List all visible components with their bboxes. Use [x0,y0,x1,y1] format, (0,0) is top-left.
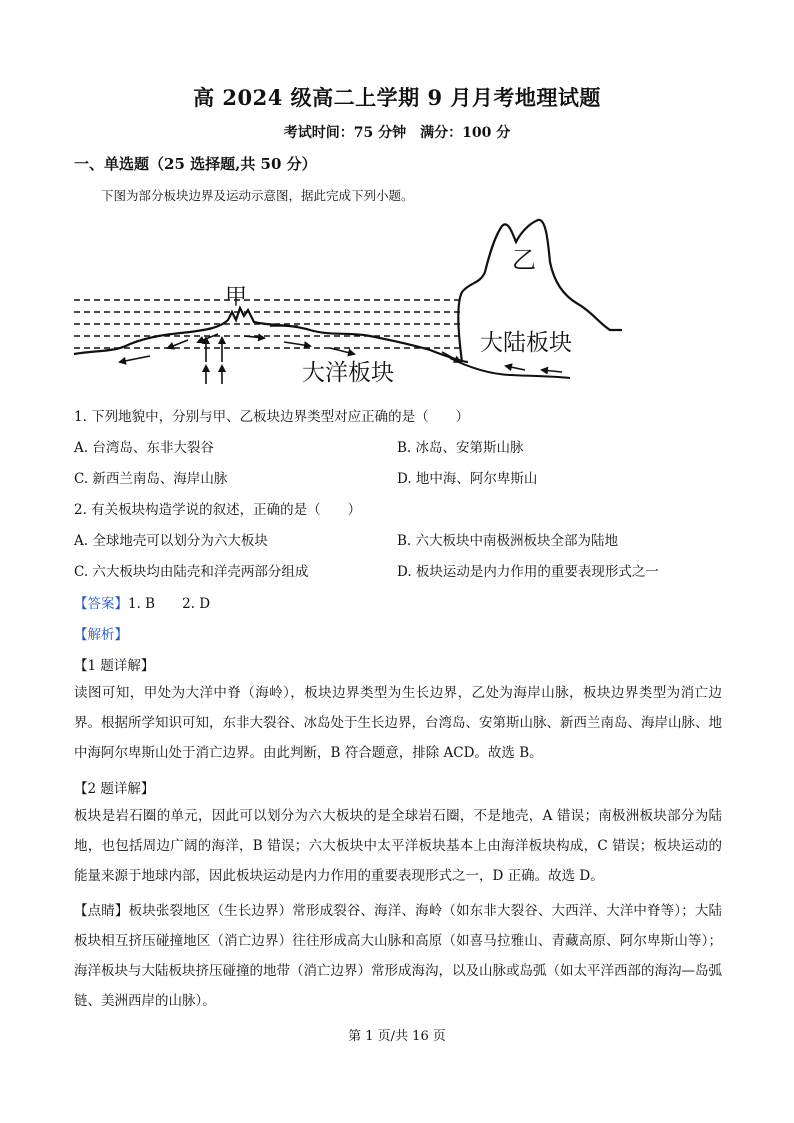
q2-option-d: D. 板块运动是内力作用的重要表现形式之一 [397,564,659,580]
question-1-stem: 1. 下列地貌中，分别与甲、乙板块边界类型对应正确的是（ ） [74,409,470,425]
detail-2-heading: 【2 题详解】 [74,781,155,797]
answer-line [74,592,210,612]
page-title: 高 2024 级高二上学期 9 月月考地理试题 [193,85,601,110]
tip-text: 板块张裂地区（生长边界）常形成裂谷、海洋、海岭（如东非大裂谷、大西洋、大洋中脊等）；大陆板块相互挤压碰撞地区（消亡边界）往往形成高大山脉和高原（如喜马拉雅山、青藏高原、阿尔卑斯山等）；海洋板块与大陆板块挤压碰撞的地带（消亡边界）常形成海沟，以及山脉或岛弧（如太平洋西部的海沟—岛弧链、美洲西岸的山脉）。 [74,903,723,1009]
label-oceanic-plate: 大洋板块 [302,360,394,386]
q2-option-b: B. 六大板块中南极洲板块全部为陆地 [397,533,619,549]
q1-option-b: B. 冰岛、安第斯山脉 [397,440,524,456]
q2-option-c: C. 六大板块均由陆壳和洋壳两部分组成 [74,564,309,580]
q1-option-c: C. 新西兰南岛、海岸山脉 [74,471,228,487]
figure-intro: 下图为部分板块边界及运动示意图，据此完成下列小题。 [101,188,414,203]
q1-option-a: A. 台湾岛、东非大裂谷 [74,440,214,456]
q1-option-d: D. 地中海、阿尔卑斯山 [397,471,538,487]
answer-value: 1. B 2. D [128,596,211,612]
tip-heading: 【点睛】 [74,903,129,919]
label-jia: 甲 [225,285,248,310]
section-heading: 一、单选题（25 选择题,共 50 分） [74,155,317,173]
page-footer: 第 1 页/共 16 页 [348,1029,446,1044]
analysis-tag: 【解析】 [74,627,128,643]
label-continental-plate: 大陆板块 [480,330,572,356]
detail-1-heading: 【1 题详解】 [74,658,155,674]
answer-tag: 【答案】 [74,596,128,612]
exam-info: 考试时间：75 分钟 满分：100 分 [283,125,511,141]
tip-paragraph [74,896,722,1016]
detail-2-text: 板块是岩石圈的单元，因此可以划分为六大板块的是全球岩石圈，不是地壳，A 错误；南极洲板块部分为陆地，也包括周边广阔的海洋，B 错误；六大板块中太平洋板块基本上由海洋板块构成，C 错误；板块运动的能量来源于地球内部，因此板块运动是内力作用的重要表现形式之一，D 正确。故选 D。 [74,808,722,884]
q2-option-a: A. 全球地壳可以划分为六大板块 [74,533,268,549]
question-2-stem: 2. 有关板块构造学说的叙述，正确的是（ ） [74,502,362,518]
plate-boundary-figure [70,212,630,392]
label-yi: 乙 [512,246,536,274]
ocean-floor [74,308,468,362]
detail-1-text: 读图可知，甲处为大洋中脊（海岭），板块边界类型为生长边界，乙处为海岸山脉，板块边界类型为消亡边界。根据所学知识可知，东非大裂谷、冰岛处于生长边界，台湾岛、安第斯山脉、新西兰南岛、海岸山脉、地中海阿尔卑斯山处于消亡边界。由此判断，B 符合题意，排除 ACD。故选 B。 [74,685,722,761]
